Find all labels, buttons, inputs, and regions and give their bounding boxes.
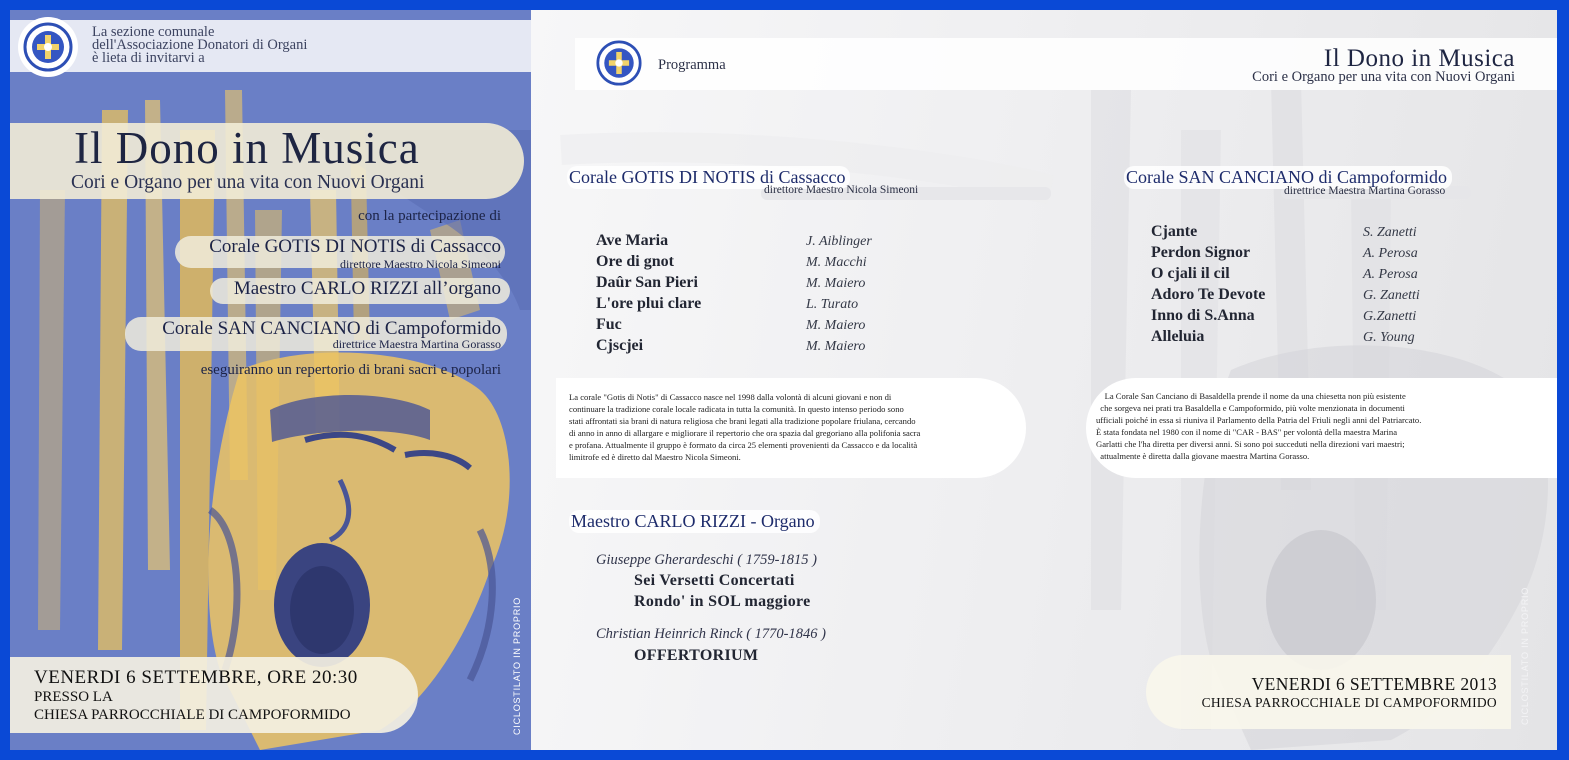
cover-panel — [10, 10, 531, 750]
cover-print-note: CICLOSTILATO IN PROPRIO — [512, 596, 522, 735]
organist-piece-1b: Rondo' in SOL maggiore — [634, 593, 811, 610]
organist-heading: Maestro CARLO RIZZI - Organo — [569, 510, 820, 533]
cover-date: VENERDI 6 SETTEMBRE, ORE 20:30 — [34, 667, 358, 688]
choir2-bio — [1096, 390, 1421, 462]
organist-composer-2: Christian Heinrich Rinck ( 1770-1846 ) — [596, 626, 826, 642]
donor-association-logo — [18, 17, 78, 77]
choir1-director: direttore Maestro Nicola Simeoni — [764, 184, 919, 196]
bio-line: e profana. Attualmente il gruppo è formato da circa 25 elementi provenienti da Cassacco e da località — [569, 440, 918, 450]
bio-line: stati affrontati sia brani di natura religiosa che brani legati alla tradizione popolare friulana, cercando — [569, 416, 916, 426]
program-subtitle: Cori e Organo per una vita con Nuovi Organi — [1252, 69, 1515, 85]
program-venue: CHIESA PARROCCHIALE DI CAMPOFORMIDO — [1201, 695, 1497, 710]
program-panel — [531, 10, 1557, 750]
choir1-bio — [569, 391, 920, 463]
program-logo — [591, 40, 647, 86]
cover-choir2-name: Corale SAN CANCIANO di Campoformido — [162, 318, 501, 339]
bio-line: attualmente è diretta dalla giovane maestra Martina Gorasso. — [1096, 451, 1310, 461]
event-subtitle: Cori e Organo per una vita con Nuovi Organi — [71, 172, 425, 193]
cover-organist: Maestro CARLO RIZZI all’organo — [233, 278, 501, 299]
cover-repertoire: eseguiranno un repertorio di brani sacri e popolari — [200, 362, 501, 378]
choir1-piece-title: Ave Maria — [596, 232, 669, 249]
choir2-piece-composer: A. Perosa — [1363, 246, 1418, 261]
event-title: Il Dono in Musica — [74, 123, 420, 173]
bio-line: che sorgeva nei prati tra Basaldella e Campoformido, più volte menzionata in documenti — [1096, 403, 1405, 413]
cover-venue-prefix: PRESSO LA — [34, 689, 113, 705]
program-label: Programma — [658, 57, 726, 73]
bio-line: continuare la tradizione corale locale radicata in tutta la comunità. In questo intenso periodo sono — [569, 404, 904, 414]
organist-composer-1: Giuseppe Gherardeschi ( 1759-1815 ) — [596, 552, 817, 568]
bio-line: Garlatti che l'ha diretta per diversi anni. Si sono poi succeduti nella direzioni vari maestri; — [1096, 439, 1405, 449]
bio-line: ufficiali poiché in essa si riuniva il Parlamento della Patria del Friuli negli anni del Patriarcato. — [1096, 415, 1422, 425]
choir2-director: direttrice Maestra Martina Gorasso — [1284, 185, 1446, 197]
choir2-piece-composer: S. Zanetti — [1363, 225, 1417, 240]
cover-choir2-director: direttrice Maestra Martina Gorasso — [332, 337, 501, 351]
organist-piece-1a: Sei Versetti Concertati — [634, 572, 795, 589]
program-date: VENERDI 6 SETTEMBRE 2013 — [1251, 674, 1497, 694]
choir2-piece-title: Adoro Te Devote — [1151, 286, 1266, 303]
choir1-piece-composer: M. Maiero — [806, 318, 866, 333]
choir2-piece-composer: A. Perosa — [1363, 267, 1418, 282]
program-title: Il Dono in Musica — [1323, 45, 1515, 72]
choir1-piece-composer: M. Maiero — [806, 276, 866, 291]
participation-label: con la partecipazione di — [358, 208, 501, 224]
choir1-piece-title: Fuc — [596, 316, 622, 333]
choir2-piece-composer: G. Zanetti — [1363, 288, 1420, 303]
organist-piece-2: OFFERTORIUM — [634, 647, 759, 664]
choir1-piece-composer: L. Turato — [806, 297, 859, 312]
choir1-heading: Corale GOTIS DI NOTIS di Cassacco — [567, 166, 850, 189]
choir2-piece-title: Inno di S.Anna — [1151, 307, 1255, 324]
choir1-piece-composer: M. Macchi — [806, 255, 867, 270]
invitation-line-2: dell'Associazione Donatori di Organi — [92, 37, 308, 53]
bio-line: limitrofe ed è diretto dal Maestro Nicola Simeoni. — [569, 452, 741, 462]
choir2-piece-composer: G. Young — [1363, 330, 1415, 345]
brochure-frame — [10, 10, 1557, 750]
choir1-piece-composer: M. Maiero — [806, 339, 866, 354]
bio-line: di anno in anno di allargare e migliorare il repertorio che ora spazia dal gregoriano alla polifonia sacra — [569, 428, 921, 438]
program-print-note: CICLOSTILATO IN PROPRIO — [1520, 586, 1530, 725]
poster-artwork — [10, 10, 531, 750]
choir1-piece-composer: J. Aiblinger — [806, 234, 872, 249]
choir2-heading: Corale SAN CANCIANO di Campoformido — [1124, 166, 1452, 189]
ado-seal-icon — [596, 40, 642, 86]
choir1-piece-title: Cjscjei — [596, 337, 644, 354]
choir2-piece-title: O cjali il cil — [1151, 265, 1230, 282]
invitation-line-3: è lieta di invitarvi a — [92, 50, 205, 66]
invitation-text — [92, 26, 307, 65]
choir2-piece-title: Alleluia — [1151, 328, 1205, 345]
choir1-piece-title: Daûr San Pieri — [596, 274, 698, 291]
invitation-line-1: La sezione comunale — [92, 24, 215, 40]
choir2-piece-title: Perdon Signor — [1151, 244, 1251, 261]
bio-line: È stata fondata nel 1980 con il nome di "CAR - BAS" per volontà della maestra Marina — [1096, 427, 1398, 437]
bio-line: La corale "Gotis di Notis" di Cassacco nasce nel 1998 dalla volontà di alcuni giovani e non di — [569, 392, 892, 402]
cover-venue: CHIESA PARROCCHIALE DI CAMPOFORMIDO — [34, 707, 351, 723]
choir2-piece-title: Cjante — [1151, 223, 1198, 240]
choir2-piece-composer: G.Zanetti — [1363, 309, 1417, 324]
cover-choir1-name: Corale GOTIS DI NOTIS di Cassacco — [209, 236, 501, 257]
cover-choir1-director: direttore Maestro Nicola Simeoni — [340, 257, 501, 271]
ado-seal-icon — [23, 22, 73, 72]
bio-line: La Corale San Canciano di Basaldella prende il nome da una chiesetta non più esistente — [1096, 391, 1406, 401]
choir1-piece-title: L'ore plui clare — [596, 295, 702, 312]
choir1-piece-title: Ore di gnot — [596, 253, 674, 270]
